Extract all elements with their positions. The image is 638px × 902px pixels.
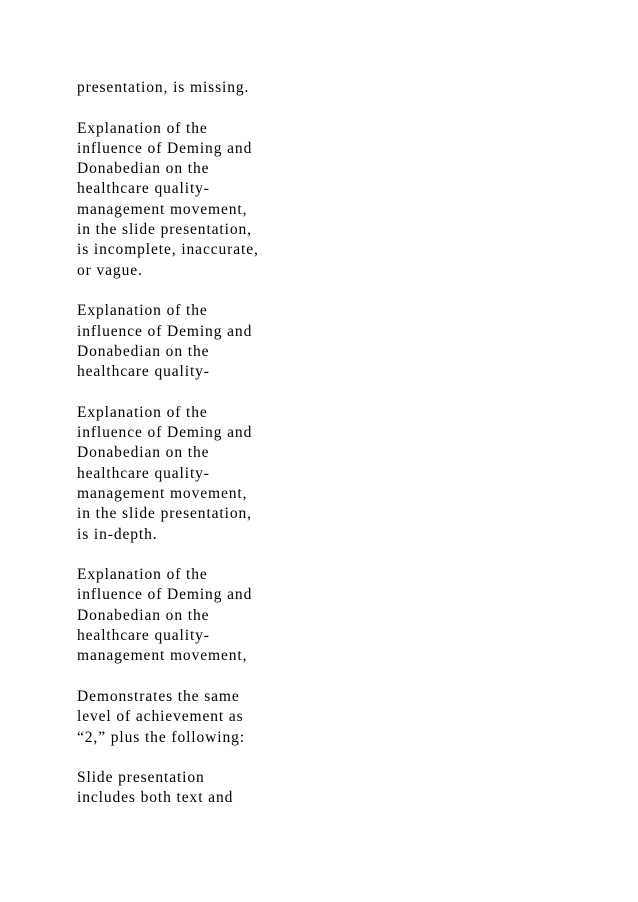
text-line: or vague. [77,261,143,279]
paragraph [77,403,337,545]
text-line: Donabedian on the [77,160,210,178]
text-line: presentation, is missing. [77,79,250,96]
text-line: management movement, [77,484,248,502]
text-line: Donabedian on the [77,342,210,360]
text-line: influence of Deming and [77,586,253,604]
text-line: healthcare quality- [77,363,210,381]
text-line: healthcare quality- [77,464,210,482]
text-line: is incomplete, inaccurate, [77,241,259,259]
text-line: in the slide presentation, [77,505,252,523]
paragraph [77,687,337,748]
text-line: management movement, [77,647,248,665]
text-line: Slide presentation [77,769,205,787]
paragraph [77,301,337,382]
text-line: influence of Deming and [77,424,253,442]
text-line: includes both text and [77,789,234,807]
text-line: influence of Deming and [77,139,253,157]
text-line: Explanation of the [77,302,208,320]
text-column [77,78,337,829]
paragraph [77,768,337,809]
text-line: is in-depth. [77,525,158,543]
text-line: Donabedian on the [77,606,210,624]
paragraph [77,565,337,666]
text-line: Donabedian on the [77,444,210,462]
paragraph [77,119,337,281]
text-line: management movement, [77,200,248,218]
text-line: “2,” plus the following: [77,728,245,746]
text-line: Explanation of the [77,119,208,137]
text-line: Explanation of the [77,403,208,421]
text-line: Explanation of the [77,566,208,584]
text-line: influence of Deming and [77,322,253,340]
paragraph [77,78,337,98]
text-line: healthcare quality- [77,180,210,198]
text-line: Demonstrates the same [77,687,240,705]
text-line: healthcare quality- [77,627,210,645]
text-line: level of achievement as [77,708,244,726]
text-line: in the slide presentation, [77,221,252,239]
